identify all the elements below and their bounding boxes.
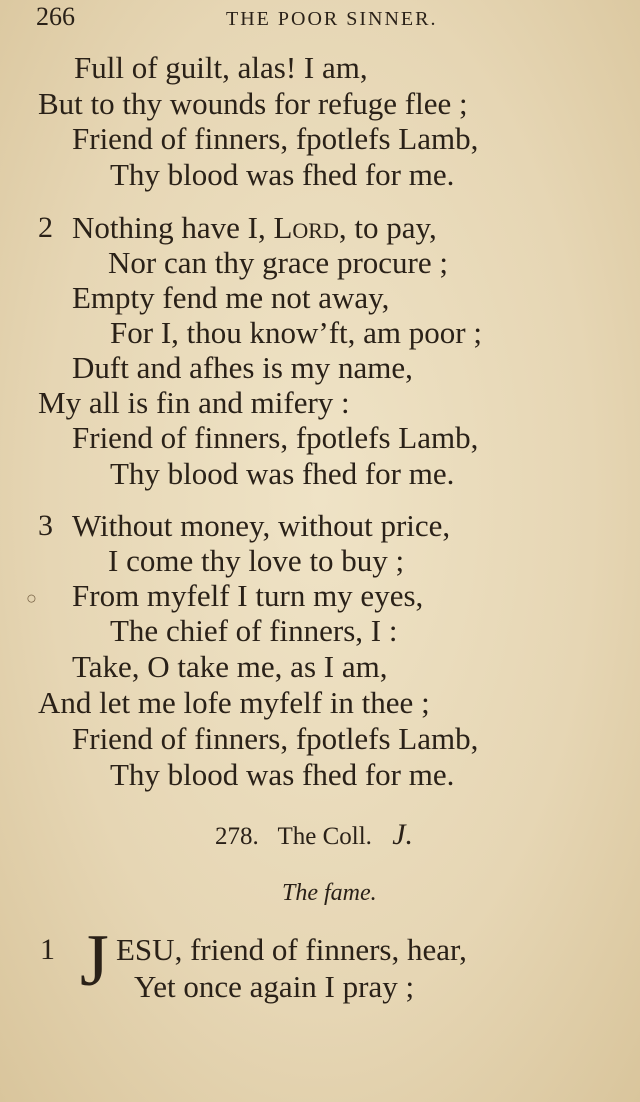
verse-line: Empty fend me not away, (72, 280, 390, 315)
hymn-heading (215, 818, 413, 852)
verse-line: Thy blood was fhed for me. (110, 757, 455, 792)
verse-line: The chief of finners, I : (110, 613, 398, 648)
hymn-number: 278. (215, 823, 259, 850)
verse-number: 1 (40, 933, 55, 966)
verse-number: 2 (38, 211, 53, 244)
verse-line: Without money, without price, (72, 508, 451, 543)
verse-line: For I, thou know’ft, am poor ; (110, 315, 482, 350)
verse-line: And let me lofe myfelf in thee ; (38, 685, 430, 720)
verse-line: Full of guilt, alas! I am, (74, 50, 368, 85)
verse-line: Take, O take me, as I am, (72, 649, 388, 684)
lord-small-caps: Lord (273, 210, 339, 245)
verse-line: Yet once again I pray ; (134, 969, 415, 1004)
verse-line: My all is fin and mifery : (38, 385, 350, 420)
verse-line: ESU, friend of finners, hear, (116, 932, 467, 967)
verse-number: 3 (38, 509, 53, 542)
verse-line: Thy blood was fhed for me. (110, 456, 455, 491)
printer-mark-icon: ○ (26, 588, 37, 608)
page-header (36, 2, 600, 34)
page-number: 266 (36, 2, 75, 31)
verse-line: Thy blood was fhed for me. (110, 157, 455, 192)
verse-line: From myfelf I turn my eyes, (72, 578, 424, 613)
verse-line: Duft and afhes is my name, (72, 350, 413, 385)
verse-line: Friend of finners, fpotlefs Lamb, (72, 420, 479, 455)
running-title: THE POOR SINNER. (226, 8, 438, 30)
hymn-subtitle: The fame. (282, 880, 377, 906)
verse-line: Nor can thy grace procure ; (108, 245, 448, 280)
hymn-author: J. (392, 818, 414, 851)
verse-line: But to thy wounds for refuge flee ; (38, 86, 468, 121)
verse-line: I come thy love to buy ; (108, 543, 405, 578)
hymn-tune: The Coll. (277, 823, 372, 850)
verse-line: Friend of finners, fpotlefs Lamb, (72, 721, 479, 756)
drop-cap: J (80, 920, 109, 1002)
verse-line: Nothing have I, Lord, to pay, (72, 210, 437, 245)
verse-line: Friend of finners, fpotlefs Lamb, (72, 121, 479, 156)
